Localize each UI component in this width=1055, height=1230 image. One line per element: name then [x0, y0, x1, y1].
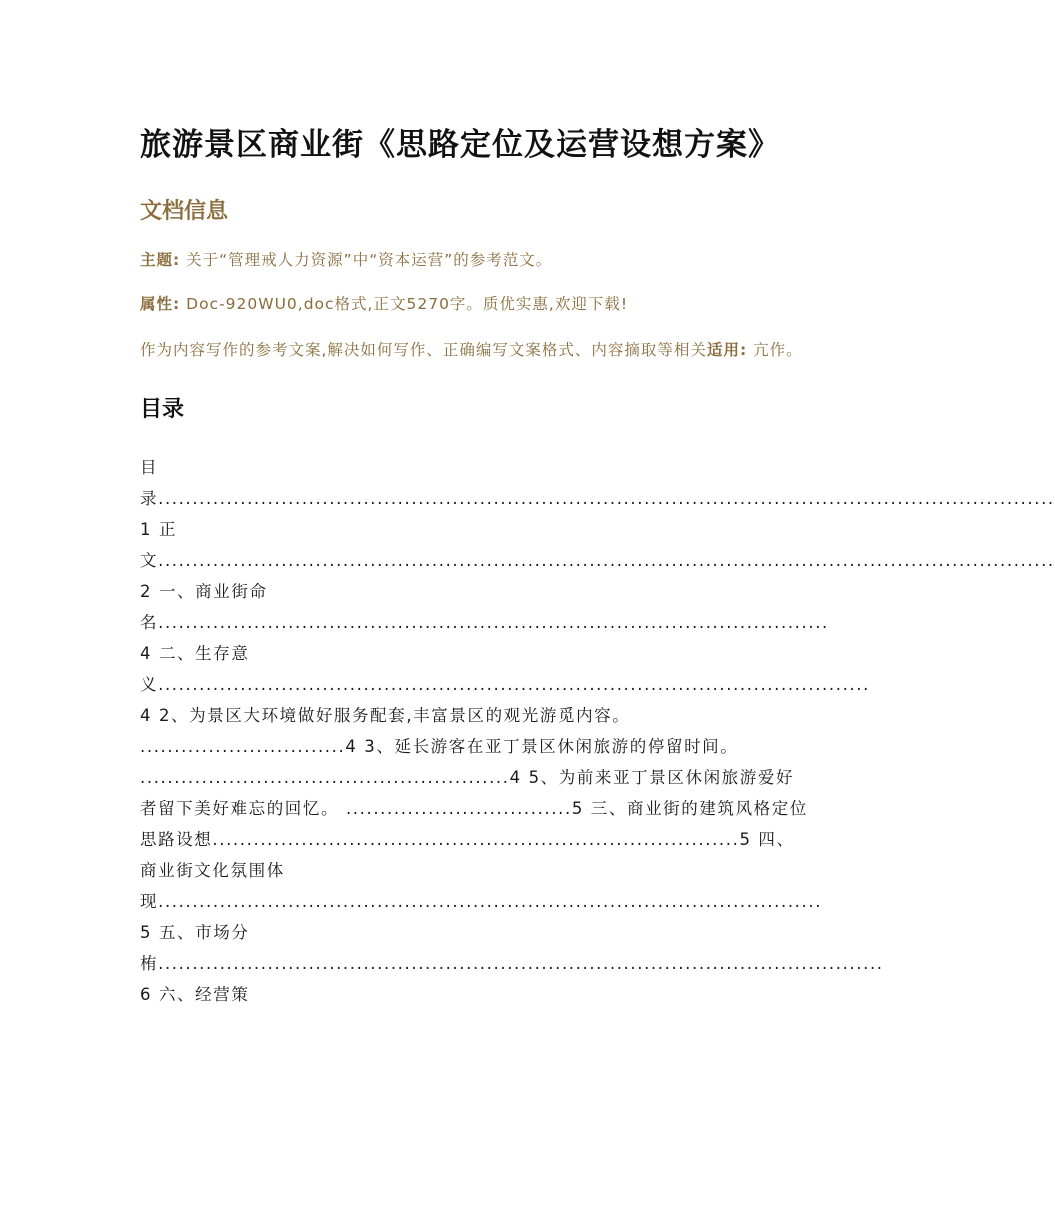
document-info-heading: 文档信息	[140, 199, 229, 224]
document-title: 旅游景区商业街《思路定位及运营设想方案》	[140, 127, 780, 163]
document-page	[140, 118, 1055, 1010]
toc-heading: 目录	[140, 397, 185, 422]
subject-label: 主题:	[140, 251, 181, 269]
toc-body: 目录...................................................................................................................................1 正文...................................................................................................................................2 一、商业街命名..................................................................................................4 二、生存意义........................................................................................................4 2、为景区大环境做好服务配套,丰富景区的观光游觅内容。 ..............................4 3、延长游客在亚丁景区休闲旅游的停留时间。 ......................................................4 5、为前来亚丁景区休闲旅游爱好者留下美好难忘的回忆。 .................................5 三、商业街的建筑风格定位思路设想.............................................................................5 四、商业街文化氛围体现.................................................................................................5 五、市场分栯..........................................................................................................6 六、经营策	[140, 458, 1055, 1004]
info-attributes	[140, 290, 810, 318]
document-info-section	[140, 192, 810, 364]
toc-section	[140, 390, 1055, 1010]
info-usage	[140, 336, 810, 364]
subject-text: 关于“管理戒人力资源”中“资本运营”的参考范文。	[180, 251, 553, 269]
usage-label: 适用:	[706, 341, 748, 359]
attributes-label: 属性:	[140, 295, 181, 313]
usage-tail: 亢作。	[747, 341, 803, 359]
attributes-text: Doc-920WU0,doc格式,正文5270字。质优实惠,欢迎下载!	[180, 295, 629, 313]
usage-text: 作为内容写作的参考文案,解决如何写作、正确编写文案格式、内容摘取等相关	[140, 341, 707, 359]
info-subject	[140, 246, 810, 274]
